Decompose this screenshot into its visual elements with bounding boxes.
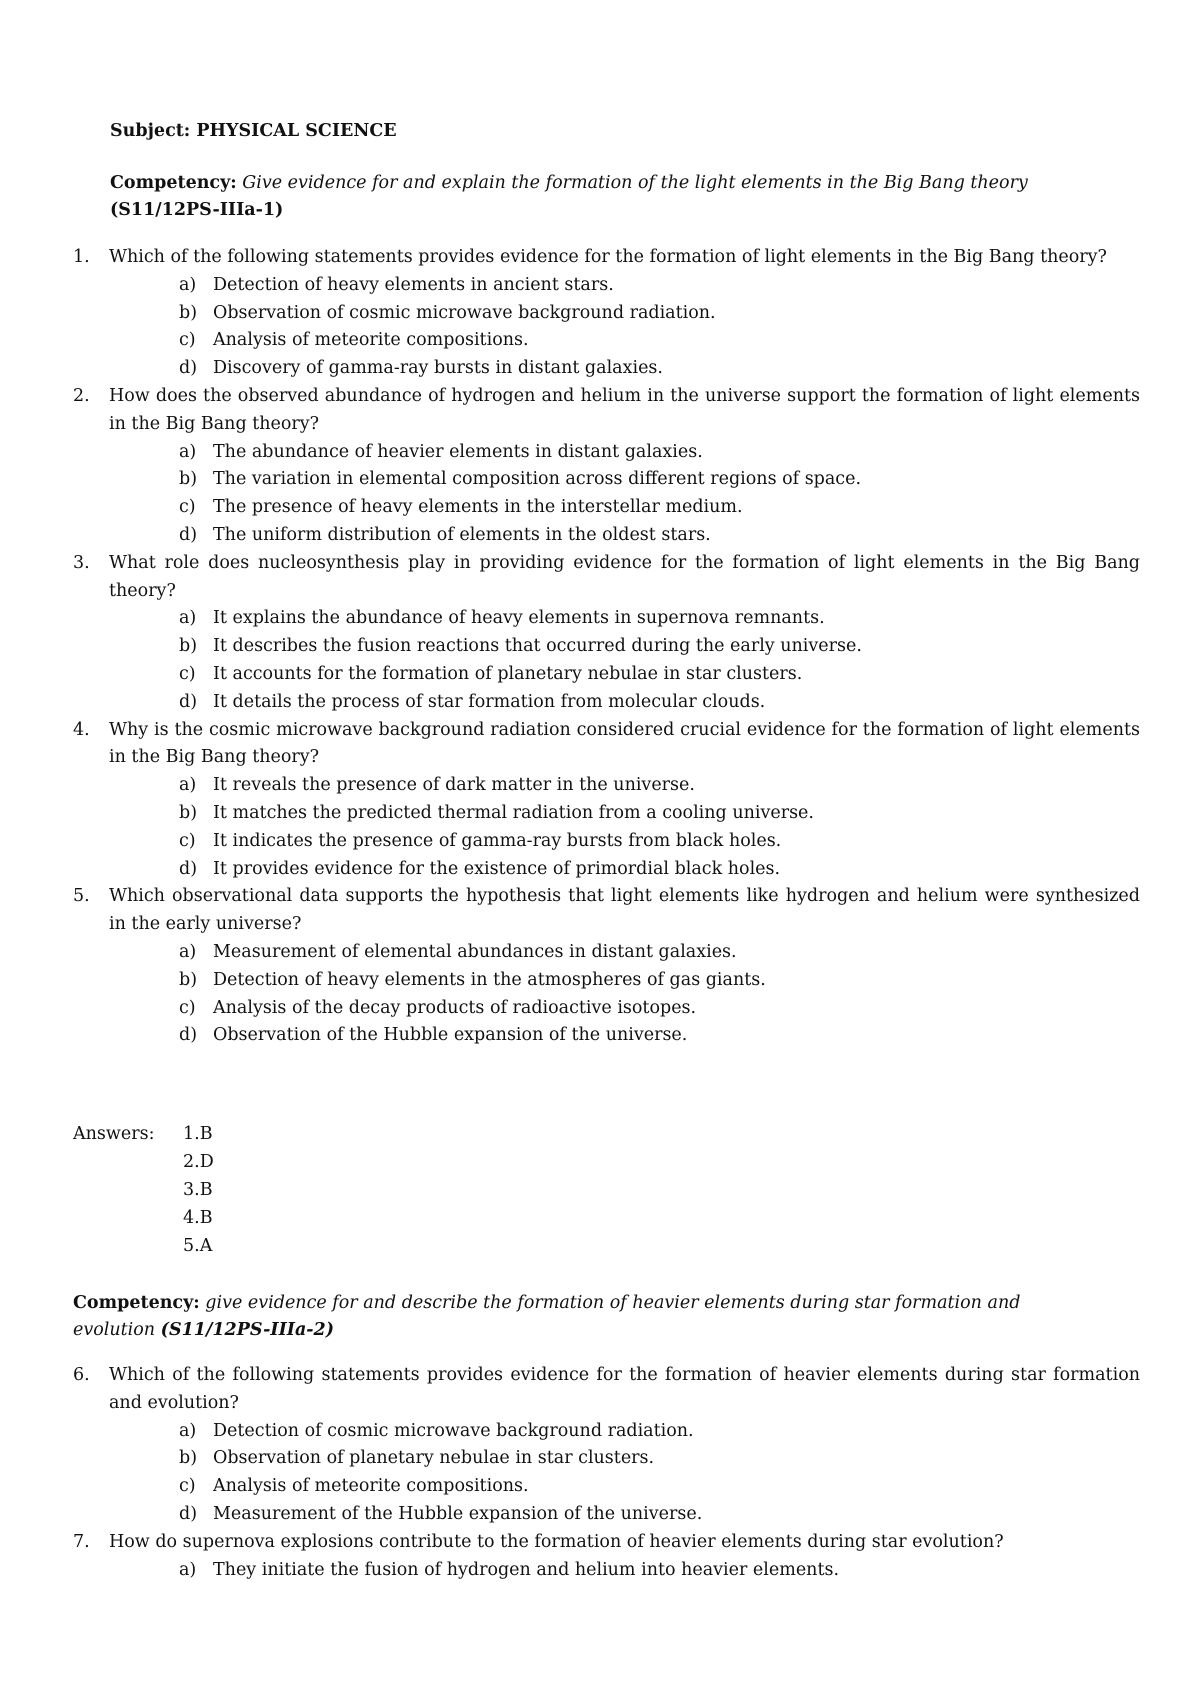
option-item: [179, 522, 1140, 550]
option-letter: a): [179, 941, 197, 962]
option-letter: c): [179, 497, 196, 518]
competency-text: Give evidence for and explain the formation of the light elements in the Big Bang theory: [242, 173, 1028, 193]
question-item: [73, 244, 1140, 383]
option-item: [179, 967, 1140, 995]
question-number: 6.: [73, 1365, 90, 1385]
option-text: Observation of cosmic microwave background radiation.: [213, 302, 716, 323]
option-letter: a): [179, 1420, 197, 1441]
option-item: [179, 327, 1140, 355]
option-letter: b): [179, 969, 198, 990]
question-stem: Why is the cosmic microwave background radiation considered crucial evidence for the formation of light elements in the Big Bang theory?: [109, 719, 1140, 768]
competency-code: (S11/12PS-IIIa-2): [160, 1320, 335, 1340]
question-stem: How does the observed abundance of hydrogen and helium in the universe support the formation of light elements in the Big Bang theory?: [109, 385, 1140, 434]
question-body: [109, 1362, 1140, 1529]
option-text: It matches the predicted thermal radiation from a cooling universe.: [213, 802, 814, 823]
option-text: Measurement of the Hubble expansion of the universe.: [213, 1503, 703, 1524]
option-text: The uniform distribution of elements in the oldest stars.: [213, 524, 711, 545]
subject-value: PHYSICAL SCIENCE: [196, 121, 397, 141]
answers-label: Answers:: [73, 1124, 155, 1144]
option-item: [179, 1418, 1140, 1446]
option-list: [109, 439, 1140, 550]
option-text: The abundance of heavier elements in distant galaxies.: [213, 441, 703, 462]
question-stem: How do supernova explosions contribute to the formation of heavier elements during star evolution?: [109, 1531, 1004, 1552]
option-letter: a): [179, 274, 197, 295]
option-text: The presence of heavy elements in the interstellar medium.: [213, 497, 743, 518]
question-item: [73, 383, 1140, 550]
option-text: They initiate the fusion of hydrogen and helium into heavier elements.: [213, 1559, 840, 1580]
option-text: Analysis of the decay products of radioactive isotopes.: [213, 997, 697, 1018]
option-text: The variation in elemental composition across different regions of space.: [213, 469, 862, 490]
option-item: [179, 689, 1140, 717]
option-item: [179, 856, 1140, 884]
question-item: [73, 1362, 1140, 1529]
option-letter: a): [179, 775, 197, 796]
option-letter: b): [179, 802, 198, 823]
option-text: Analysis of meteorite compositions.: [213, 330, 529, 351]
option-text: Observation of the Hubble expansion of the universe.: [213, 1025, 688, 1046]
question-item: [73, 717, 1140, 884]
option-letter: a): [179, 608, 197, 629]
answers-list: [183, 1120, 214, 1260]
option-letter: c): [179, 663, 196, 684]
question-stem: Which of the following statements provides evidence for the formation of heavier elements during star formation and evolution?: [109, 1365, 1140, 1413]
option-item: [179, 355, 1140, 383]
option-item: [179, 1501, 1140, 1529]
option-letter: b): [179, 636, 198, 657]
option-letter: c): [179, 330, 196, 351]
option-item: [179, 939, 1140, 967]
option-letter: a): [179, 1559, 197, 1580]
answer-item: 4.B: [183, 1208, 213, 1228]
option-item: [179, 995, 1140, 1023]
competency-label: Competency:: [110, 173, 237, 193]
option-text: It describes the fusion reactions that occurred during the early universe.: [213, 636, 862, 657]
option-item: [179, 1557, 1140, 1585]
answer-key: [73, 1120, 214, 1256]
option-text: It provides evidence for the existence of primordial black holes.: [213, 858, 781, 879]
option-text: Measurement of elemental abundances in distant galaxies.: [213, 941, 737, 962]
question-number: 1.: [73, 247, 90, 267]
option-letter: b): [179, 469, 198, 490]
option-text: It reveals the presence of dark matter in the universe.: [213, 775, 695, 796]
option-text: Detection of heavy elements in ancient stars.: [213, 274, 614, 295]
question-item: [73, 883, 1140, 1050]
option-letter: d): [179, 524, 198, 545]
option-item: [179, 272, 1140, 300]
question-body: [109, 883, 1140, 1050]
option-item: [179, 439, 1140, 467]
option-item: [179, 772, 1140, 800]
option-list: [109, 772, 1140, 883]
option-letter: a): [179, 441, 197, 462]
option-item: [179, 466, 1140, 494]
question-item: [73, 1529, 1140, 1585]
question-number: 4.: [73, 719, 90, 740]
option-letter: d): [179, 691, 198, 712]
option-list: [109, 1418, 1140, 1529]
competency-label: Competency:: [73, 1293, 200, 1313]
option-list: [109, 939, 1140, 1050]
option-item: [179, 828, 1140, 856]
competency-1: [110, 170, 1140, 224]
option-item: [179, 1445, 1140, 1473]
subject-label: Subject:: [110, 121, 191, 141]
question-body: [109, 383, 1140, 550]
answer-item: 2.D: [183, 1152, 214, 1172]
option-letter: c): [179, 997, 196, 1018]
question-stem: Which of the following statements provides evidence for the formation of light elements in the Big Bang theory?: [109, 247, 1107, 267]
question-body: [109, 550, 1140, 717]
question-number: 3.: [73, 552, 90, 573]
option-text: Detection of heavy elements in the atmospheres of gas giants.: [213, 969, 766, 990]
answer-item: 1.B: [183, 1124, 213, 1144]
option-letter: d): [179, 1025, 198, 1046]
competency-code: (S11/12PS-IIIa-1): [110, 200, 284, 220]
option-text: It indicates the presence of gamma-ray bursts from black holes.: [213, 830, 782, 851]
option-item: [179, 605, 1140, 633]
option-letter: b): [179, 302, 198, 323]
option-text: It explains the abundance of heavy elements in supernova remnants.: [213, 608, 825, 629]
option-letter: d): [179, 1503, 198, 1524]
option-letter: b): [179, 1448, 198, 1469]
question-number: 7.: [73, 1531, 90, 1552]
option-item: [179, 1473, 1140, 1501]
question-body: [109, 1529, 1140, 1585]
option-item: [179, 633, 1140, 661]
option-letter: d): [179, 358, 198, 379]
option-item: [179, 661, 1140, 689]
question-body: [109, 244, 1140, 383]
question-stem: Which observational data supports the hypothesis that light elements like hydrogen and helium were synthesized in the early universe?: [109, 886, 1140, 935]
question-body: [109, 717, 1140, 884]
option-item: [179, 300, 1140, 328]
option-item: [179, 800, 1140, 828]
question-list-2: [73, 1362, 1140, 1584]
option-text: Observation of planetary nebulae in star clusters.: [213, 1448, 655, 1469]
question-number: 2.: [73, 385, 90, 406]
option-text: Discovery of gamma-ray bursts in distant galaxies.: [213, 358, 663, 379]
question-item: [73, 550, 1140, 717]
answer-item: 3.B: [183, 1180, 213, 1200]
option-item: [179, 494, 1140, 522]
answer-item: 5.A: [183, 1236, 213, 1256]
option-letter: c): [179, 830, 196, 851]
option-text: It details the process of star formation from molecular clouds.: [213, 691, 766, 712]
option-letter: c): [179, 1476, 196, 1497]
option-list: [109, 605, 1140, 716]
option-text: Analysis of meteorite compositions.: [213, 1476, 529, 1497]
competency-text: give evidence for and describe the formation of heavier elements during star formation and evolution: [73, 1293, 1021, 1340]
option-item: [179, 1022, 1140, 1050]
competency-2: [73, 1290, 1093, 1344]
option-list: [109, 1557, 1140, 1585]
option-list: [109, 272, 1140, 383]
option-text: Detection of cosmic microwave background radiation.: [213, 1420, 694, 1441]
question-stem: What role does nucleosynthesis play in providing evidence for the formation of light elements in the Big Bang theory?: [109, 552, 1140, 601]
subject-line: [110, 121, 397, 141]
option-letter: d): [179, 858, 198, 879]
option-text: It accounts for the formation of planetary nebulae in star clusters.: [213, 663, 803, 684]
question-number: 5.: [73, 886, 90, 907]
question-list-1: [73, 244, 1140, 1050]
